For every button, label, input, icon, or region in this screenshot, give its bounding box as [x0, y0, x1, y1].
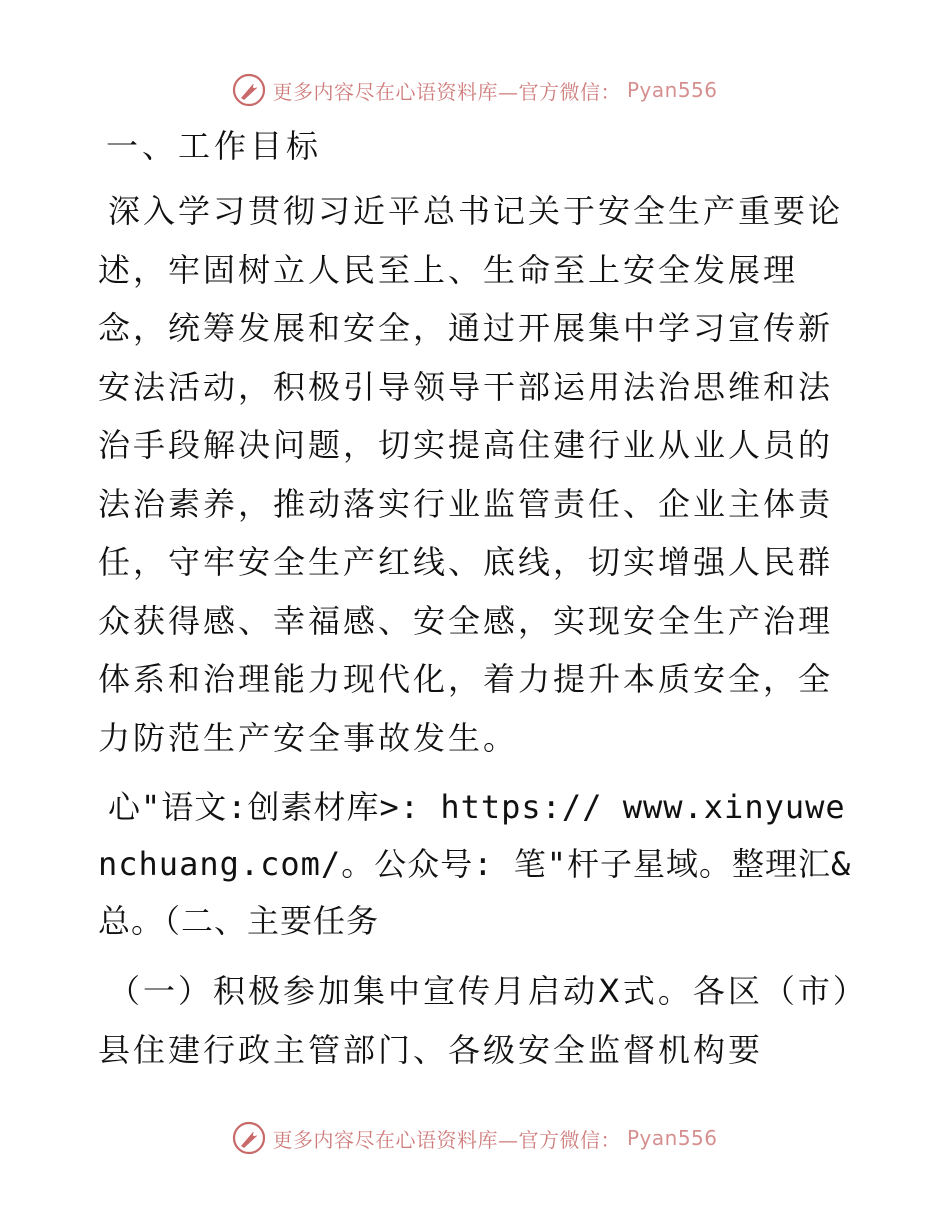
watermark-wechat-id: Pyan556: [626, 1126, 718, 1150]
pen-nib-logo-icon: [232, 73, 266, 107]
document-body: [98, 120, 858, 1091]
paragraph-work-goal: 深入学习贯彻习近平总书记关于安全生产重要论述，牢固树立人民至上、生命至上安全发展理念，统筹发展和安全，通过开展集中学习宣传新安法活动，积极引导领导干部运用法治思维和法治手段解决问题，切实提高住建行业从业人员的法治素养，推动落实行业监管责任、企业主体责任，守牢安全生产红线、底线，切实增强人民群众获得感、幸福感、安全感，实现安全生产治理体系和治理能力现代化，着力提升本质安全，全力防范生产安全事故发生。: [98, 192, 844, 757]
pen-nib-logo-icon: [232, 1121, 266, 1155]
watermark-header: [0, 70, 950, 110]
section-heading: 一、工作目标: [106, 127, 323, 165]
watermark-footer: [0, 1118, 950, 1158]
paragraph-main-task: （一）积极参加集中宣传月启动X式。各区（市）县住建行政主管部门、各级安全监督机构要: [98, 972, 852, 1069]
paragraph-source-note: 心"语文:创素材库>: https:// www.xinyuwenchuang.com/。公众号: 笔"杆子星域。整理汇&总。（二、主要任务: [98, 788, 852, 940]
watermark-text: 更多内容尽在心语资料库—官方微信：: [272, 1127, 621, 1152]
watermark-text: 更多内容尽在心语资料库—官方微信：: [272, 79, 621, 104]
watermark-wechat-id: Pyan556: [626, 78, 718, 102]
